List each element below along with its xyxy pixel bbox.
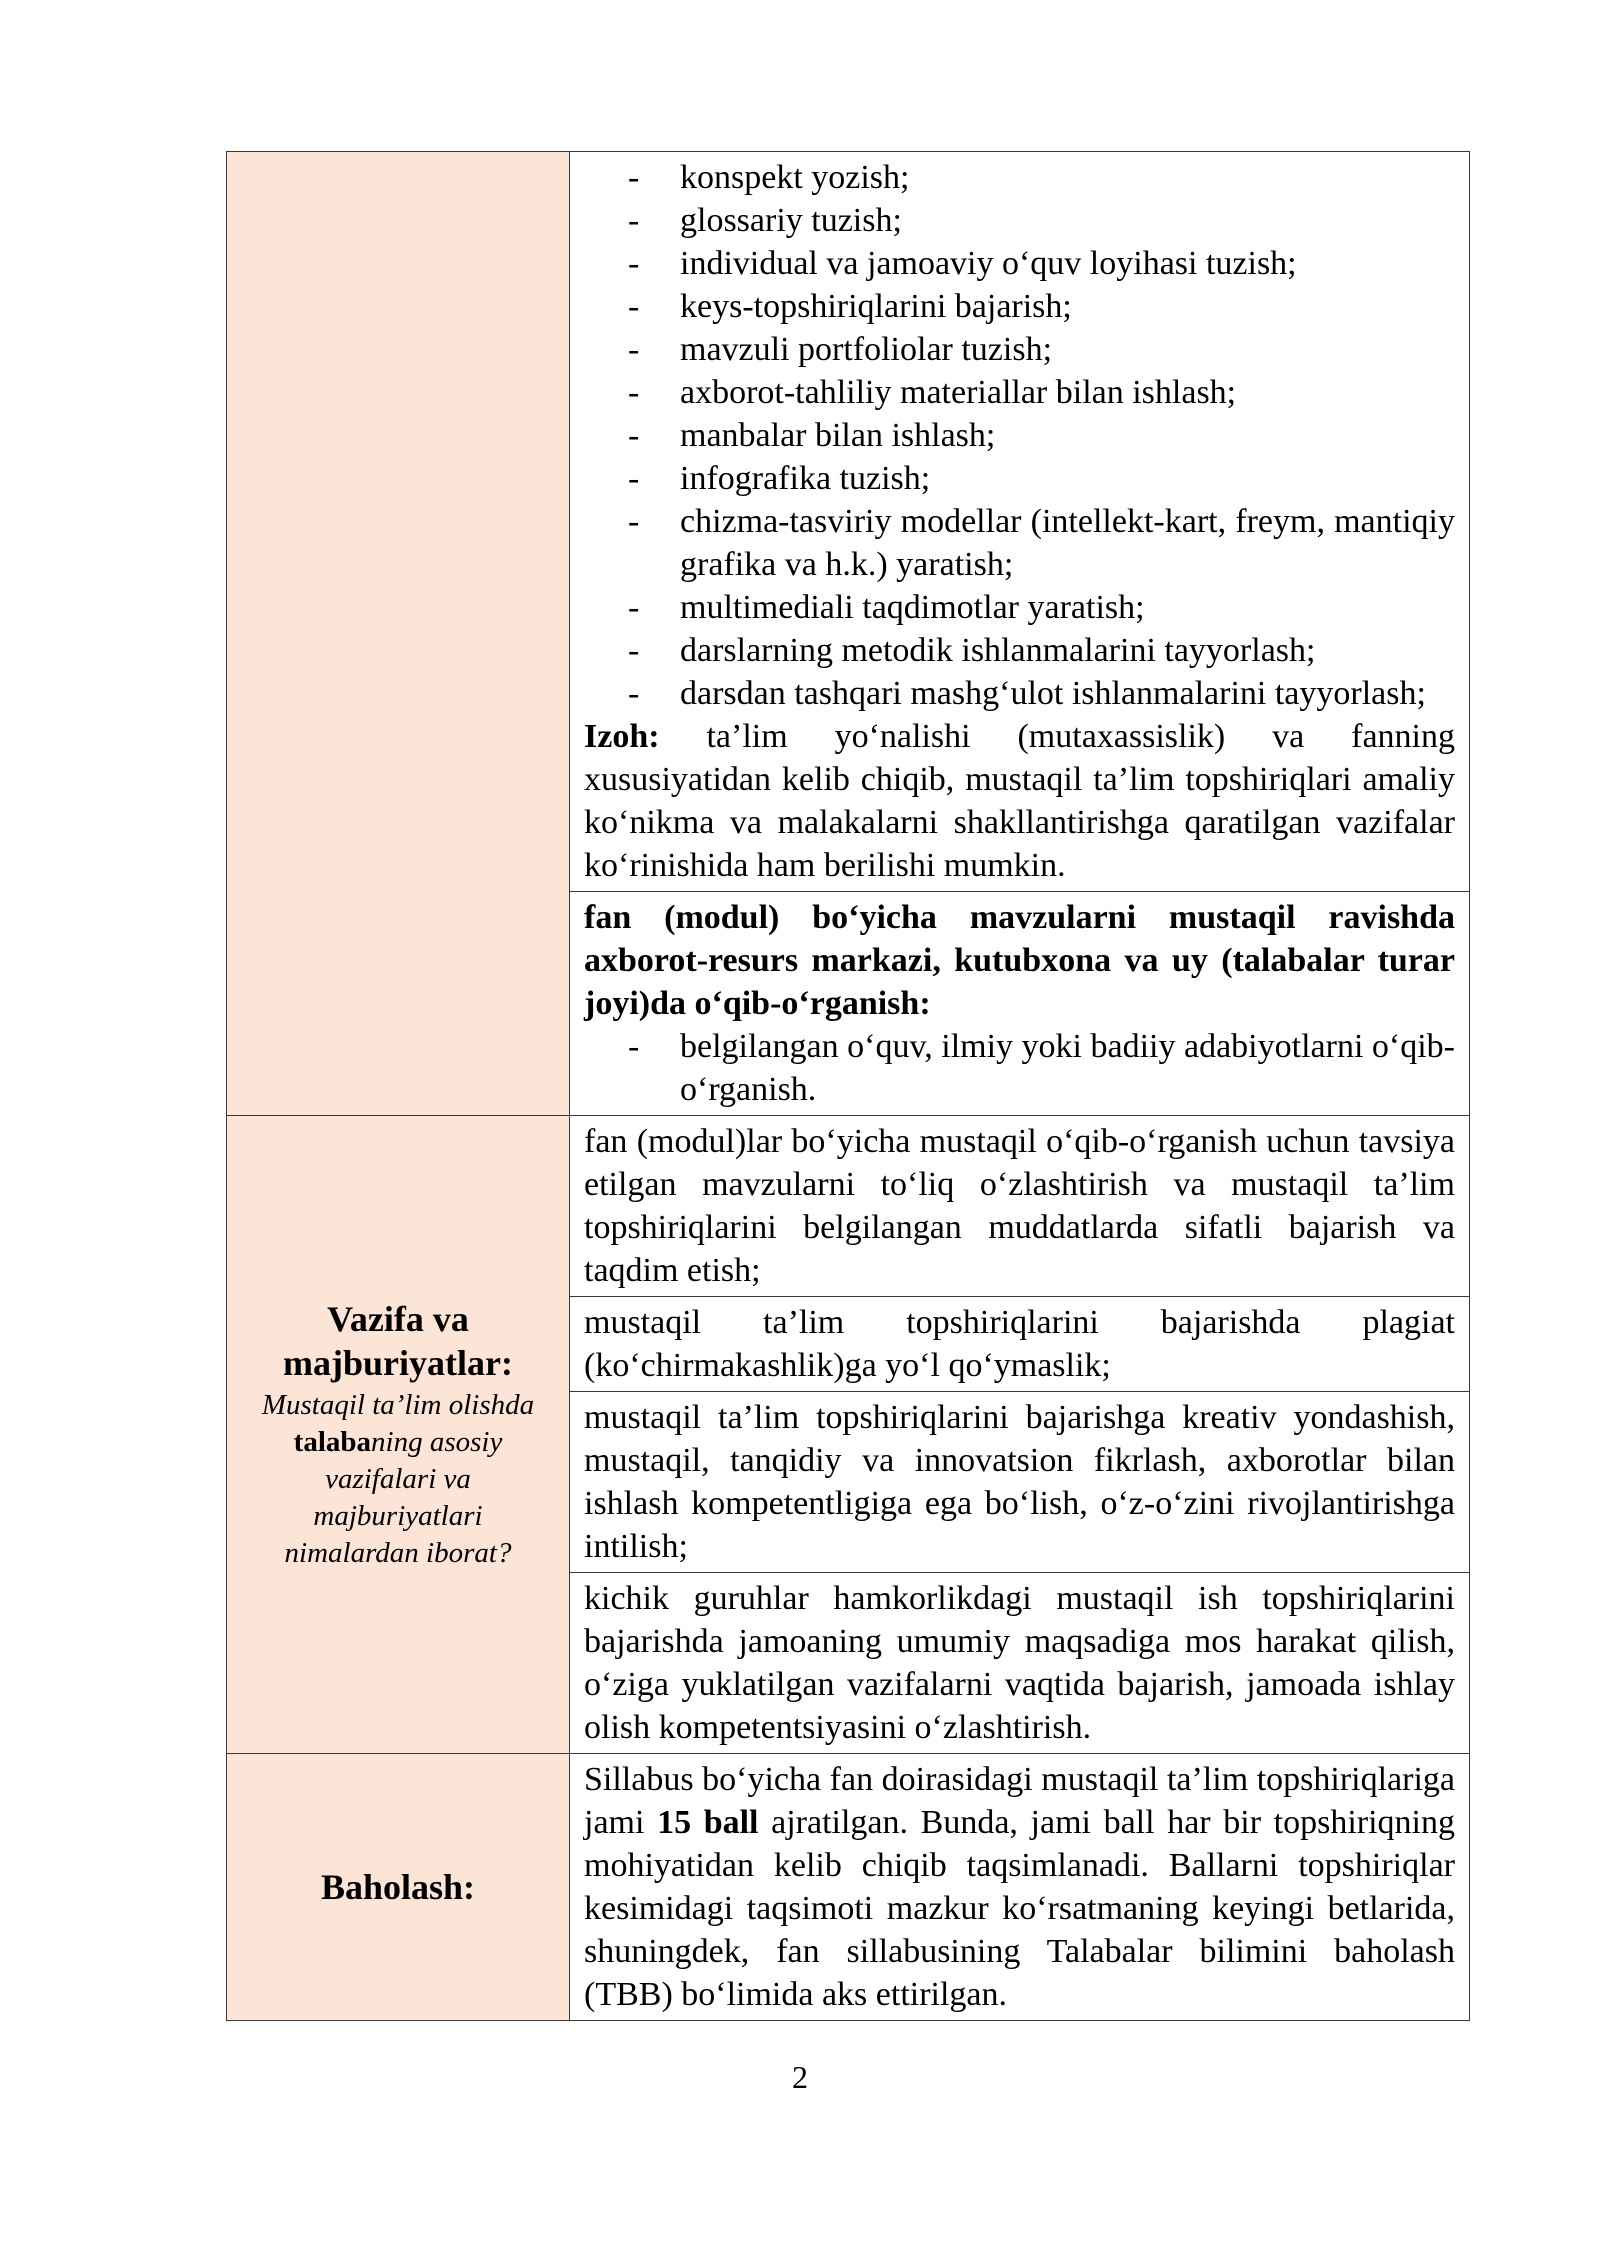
empty-label-cell bbox=[227, 152, 570, 1116]
list-item: - mavzuli portfoliolar tuzish; bbox=[584, 328, 1455, 371]
dash-marker: - bbox=[628, 288, 640, 325]
dash-marker: - bbox=[628, 503, 640, 540]
list-item: - darsdan tashqari mashg‘ulot ishlanmalarini tayyorlash; bbox=[584, 672, 1455, 715]
task-types-list bbox=[584, 156, 1455, 715]
duty-text: kichik guruhlar hamkorlikdagi mustaqil ish topshiriqlarini bajarishda jamoaning umumiy maqsadiga mos harakat qilish, o‘ziga yuklatilgan vazifalarni vaqtida bajarish, jamoada ishlay olish kompetentsiyasini o‘zlashtirish. bbox=[584, 1580, 1455, 1746]
list-item: - multimediali taqdimotlar yaratish; bbox=[584, 586, 1455, 629]
self-study-list bbox=[584, 1025, 1455, 1111]
dash-marker: - bbox=[628, 1028, 640, 1065]
list-item: - glossariy tuzish; bbox=[584, 199, 1455, 242]
assessment-text: Sillabus bo‘yicha fan doirasidagi mustaqil ta’lim topshiriqlariga jami 15 ball ajratilgan. Bunda, jami ball har bir topshiriqning mohiyatidan kelib chiqib taqsimlanadi. Ballarni topshiriqlar kesimidagi taqsimoti mazkur ko‘rsatmaning keyingi betlarida, shuningdek, fan sillabusining Talabalar bilimini baholash (TBB) bo‘limida aks ettirilgan. bbox=[584, 1761, 1455, 2013]
list-item: - manbalar bilan ishlash; bbox=[584, 414, 1455, 457]
dash-marker: - bbox=[628, 417, 640, 454]
dash-marker: - bbox=[628, 374, 640, 411]
duties-question: Mustaqil ta’lim olishda talabaning asosiy vazifalari va majburiyatlari nimalardan iborat? bbox=[261, 1389, 535, 1569]
duty-cell bbox=[570, 1116, 1470, 1297]
content-table bbox=[226, 151, 1470, 2021]
duty-text: fan (modul)lar bo‘yicha mustaqil o‘qib-o‘rganish uchun tavsiya etilgan mavzularni to‘liq o‘zlashtirish va mustaqil ta’lim topshiriqlarini belgilangan muddatlarda sifatli bajarish va taqdim etish; bbox=[584, 1123, 1455, 1289]
list-item: - belgilangan o‘quv, ilmiy yoki badiiy adabiyotlarni o‘qib-o‘rganish. bbox=[584, 1025, 1455, 1111]
dash-marker: - bbox=[628, 632, 640, 669]
table-row bbox=[227, 152, 1470, 892]
dash-marker: - bbox=[628, 675, 640, 712]
note-text: ta’lim yo‘nalishi (mutaxassislik) va fanning xususiyatidan kelib chiqib, mustaqil ta’lim topshiriqlari amaliy ko‘nikma va malakalarni shakllantirishga qaratilgan vazifalar ko‘rinishida ham berilishi mumkin. bbox=[584, 718, 1456, 884]
duty-cell bbox=[570, 1392, 1470, 1573]
task-types-cell bbox=[570, 152, 1470, 892]
table-row bbox=[227, 1754, 1470, 2021]
self-study-heading: fan (modul) bo‘yicha mavzularni mustaqil ravishda axborot-resurs markazi, kutubxona va uy (talabalar turar joyi)da o‘qib-o‘rganish: bbox=[584, 899, 1455, 1022]
note-paragraph bbox=[584, 715, 1455, 887]
dash-marker: - bbox=[628, 159, 640, 196]
page-number: 2 bbox=[792, 2059, 808, 2095]
duty-cell bbox=[570, 1573, 1470, 1754]
self-study-cell bbox=[570, 892, 1470, 1116]
assessment-label-cell bbox=[227, 1754, 570, 2021]
list-item: - keys-topshiriqlarini bajarish; bbox=[584, 285, 1455, 328]
table-row bbox=[227, 1116, 1470, 1297]
assessment-cell bbox=[570, 1754, 1470, 2021]
assessment-title: Baholash: bbox=[320, 1867, 476, 1907]
duties-title: Vazifa va majburiyatlar: bbox=[283, 1299, 513, 1383]
dash-marker: - bbox=[628, 460, 640, 497]
duty-text: mustaqil ta’lim topshiriqlarini bajarishda plagiat (ko‘chirmakashlik)ga yo‘l qo‘ymaslik; bbox=[584, 1304, 1455, 1384]
list-item: - chizma-tasviriy modellar (intellekt-kart, freym, mantiqiy grafika va h.k.) yaratish; bbox=[584, 500, 1455, 586]
list-item: - konspekt yozish; bbox=[584, 156, 1455, 199]
list-item: - infografika tuzish; bbox=[584, 457, 1455, 500]
list-item: - axborot-tahliliy materiallar bilan ishlash; bbox=[584, 371, 1455, 414]
list-item: - darslarning metodik ishlanmalarini tayyorlash; bbox=[584, 629, 1455, 672]
dash-marker: - bbox=[628, 202, 640, 239]
list-item: - individual va jamoaviy o‘quv loyihasi tuzish; bbox=[584, 242, 1455, 285]
dash-marker: - bbox=[628, 245, 640, 282]
duty-text: mustaqil ta’lim topshiriqlarini bajarishga kreativ yondashish, mustaqil, tanqidiy va innovatsion fikrlash, axborotlar bilan ishlash kompetentligiga ega bo‘lish, o‘z-o‘zini rivojlantirishga intilish; bbox=[584, 1399, 1455, 1565]
duties-label-cell bbox=[227, 1116, 570, 1754]
dash-marker: - bbox=[628, 589, 640, 626]
duty-cell bbox=[570, 1297, 1470, 1392]
note-label: Izoh: bbox=[584, 718, 660, 755]
dash-marker: - bbox=[628, 331, 640, 368]
